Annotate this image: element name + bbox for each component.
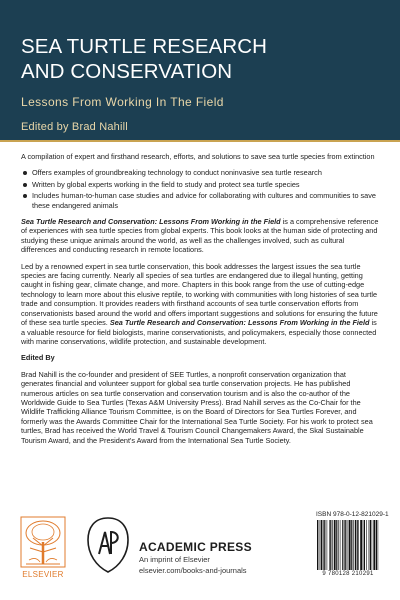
elsevier-wordmark: ELSEVIER [22, 570, 64, 579]
title-line-2: AND CONSERVATION [21, 60, 233, 83]
feature-item: Offers examples of groundbreaking technology to conduct noninvasive sea turtle research [21, 168, 379, 177]
editor-bio: Brad Nahill is the co-founder and president of SEE Turtles, a nonprofit conservation organization that generates financial and volunteer support for global sea turtle conservation projects. He has published numerous articles on sea turtle conservation and conservation tourism and is also the co-author of the Worldwide Guide to Sea Turtles (Texas A&M University Press). Brad Nahill serves as the Co-Chair for the Wildlife Trafficking Alliance Tourism Committee, is on the Board of Directors for Sea Turtles Forever, and formerly was the Awards Committee Chair for the International Sea Turtle Society. For his work to protect sea turtles, Brad has received the World Travel & Tourism Council Changemakers Award, the Skal Sustainable Tourism Award, and the President's Award from the International Sea Turtle Society. [21, 369, 373, 445]
imprint-note: An imprint of Elsevier [139, 555, 210, 564]
details-closing: is a valuable resource for field biologists, marine conservationists, and policymakers, especially those connected with marine conservations, wildlife protection, and sustainable development. [21, 318, 377, 346]
barcode-icon [316, 520, 380, 570]
intro-paragraph: A compilation of expert and firsthand research, efforts, and solutions to save sea turtle species from extinction [21, 152, 375, 161]
elsevier-tree-logo-icon [20, 516, 66, 568]
feature-item: Includes human-to-human case studies and advice for collaborating with cultures and communities to save these endangered animals [21, 191, 379, 210]
summary-text: is a comprehensive reference of experiences with sea turtle species from global experts. This book looks at the human side of protecting and studying these unique animals around the world, as well as the challenges involved, such as cultural differences and conducting research in remote locations. [21, 217, 379, 255]
book-title-inline: Sea Turtle Research and Conservation: Lessons From Working in the Field [21, 217, 281, 227]
book-subtitle: Lessons From Working In The Field [21, 95, 224, 109]
barcode-number: 9 780128 210291 [322, 571, 374, 577]
academic-press-logo-icon [84, 516, 132, 574]
title-line-1: SEA TURTLE RESEARCH [21, 35, 268, 58]
details-paragraph [21, 262, 379, 347]
publisher-website-link[interactable]: elsevier.com/books-and-journals [139, 566, 247, 575]
book-title [21, 34, 267, 84]
isbn-label: ISBN 978-0-12-821029-1 [316, 511, 389, 518]
book-title-inline: Sea Turtle Research and Conservation: Lessons From Working in the Field [109, 318, 370, 328]
header-panel [0, 0, 400, 140]
edited-by-heading: Edited By [21, 353, 55, 363]
details-text: Led by a renowned expert in sea turtle conservation, this book addresses the largest issues the sea turtle species are facing currently. Nearly all species of sea turtles are endangered due to illegal hunting, getting caught in fishing gear, climate change, and more. Chapters in this book range from the use of cutting-edge technology to learn more about this elusive reptile, to working with communities with long histories of sea turtle trade and consumption. It provides readers with firsthand accounts of sea turtle conservation efforts from conservationists based around the world and offers important suggestions and solutions for ensuring the future of these sea turtle species. [21, 261, 378, 328]
feature-item: Written by global experts working in the field to study and protect sea turtle species [21, 180, 379, 189]
feature-list [21, 168, 379, 210]
gold-divider [0, 140, 400, 142]
editor-credit: Edited by Brad Nahill [21, 121, 128, 133]
summary-paragraph [21, 217, 379, 255]
description-text [21, 152, 379, 452]
academic-press-name: ACADEMIC PRESS [139, 540, 252, 554]
